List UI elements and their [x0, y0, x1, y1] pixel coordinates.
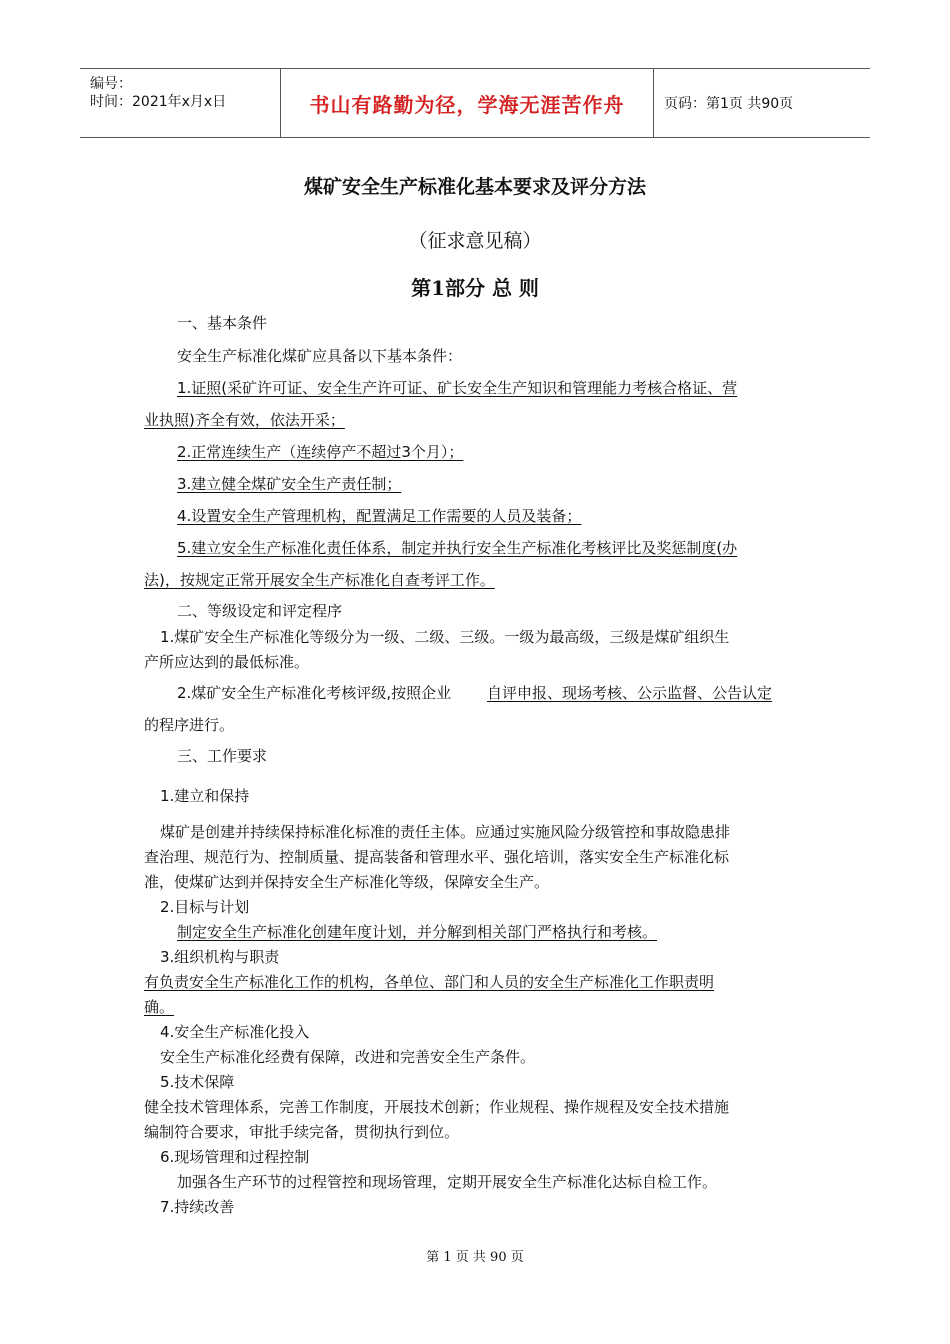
header-middle-cell: [281, 69, 654, 137]
condition-item: 2.正常连续生产（连续停产不超过3个月）；: [177, 443, 464, 461]
section-heading: 三、工作要求: [177, 747, 268, 765]
paragraph-line: 制定安全生产标准化创建年度计划，并分解到相关部门严格执行和考核。: [177, 923, 658, 941]
paragraph-line: 查治理、规范行为、控制质量、提高装备和管理水平、强化培训，落实安全生产标准化标: [144, 848, 730, 866]
condition-item: 5.建立安全生产标准化责任体系，制定并执行安全生产标准化考核评比及奖惩制度(办: [177, 539, 738, 557]
condition-item: 业执照)齐全有效，依法开采；: [144, 411, 345, 429]
motto: 书山有路勤为径，学海无涯苦作舟: [309, 93, 625, 117]
header-left-cell: [80, 69, 281, 137]
part-heading: 第1部分 总 则: [411, 276, 539, 300]
underlined-phrase: 自评申报、现场考核、公示监督、公告认定: [487, 684, 773, 702]
section-heading: 二、等级设定和评定程序: [177, 602, 343, 620]
condition-item: 法)，按规定正常开展安全生产标准化自查考评工作。: [144, 571, 495, 589]
subsection-heading: 4.安全生产标准化投入: [160, 1023, 310, 1041]
subsection-heading: 2.目标与计划: [160, 898, 250, 916]
paragraph-line: 的程序进行。: [144, 716, 235, 734]
condition-item: 4.设置安全生产管理机构，配置满足工作需要的人员及装备；: [177, 507, 582, 525]
header-right-cell: [654, 69, 870, 137]
subsection-heading: 1.建立和保持: [160, 787, 250, 805]
paragraph-line: 2.煤矿安全生产标准化考核评级,按照企业: [177, 684, 452, 702]
subsection-heading: 3.组织机构与职责: [160, 948, 280, 966]
document-subtitle: （征求意见稿）: [408, 230, 542, 252]
paragraph-line: 准，使煤矿达到并保持安全生产标准化等级，保障安全生产。: [144, 873, 550, 891]
paragraph-line: 煤矿是创建并持续保持标准化标准的责任主体。应通过实施风险分级管控和事故隐患排: [160, 823, 731, 841]
paragraph-line: 加强各生产环节的过程管控和现场管理，定期开展安全生产标准化达标自检工作。: [177, 1173, 718, 1191]
subsection-heading: 5.技术保障: [160, 1073, 235, 1091]
paragraph-line: 1.煤矿安全生产标准化等级分为一级、二级、三级。一级为最高级，三级是煤矿组织生: [160, 628, 730, 646]
page-footer: 第 1 页 共 90 页: [426, 1250, 524, 1265]
subsection-heading: 7.持续改善: [160, 1198, 235, 1216]
page-label: 页码：第1页 共90页: [664, 96, 794, 112]
paragraph-line: 产所应达到的最低标准。: [144, 653, 310, 671]
paragraph-line: 安全生产标准化经费有保障，改进和完善安全生产条件。: [160, 1048, 536, 1066]
section-heading: 一、基本条件: [177, 314, 268, 332]
condition-item: 1.证照(采矿许可证、安全生产许可证、矿长安全生产知识和管理能力考核合格证、营: [177, 379, 738, 397]
document-title: 煤矿安全生产标准化基本要求及评分方法: [303, 176, 646, 198]
header-table: [80, 68, 870, 138]
subsection-heading: 6.现场管理和过程控制: [160, 1148, 310, 1166]
paragraph-line: 编制符合要求，审批手续完备，贯彻执行到位。: [144, 1123, 460, 1141]
paragraph-line: 有负责安全生产标准化工作的机构，各单位、部门和人员的安全生产标准化工作职责明: [144, 973, 715, 991]
condition-item: 3.建立健全煤矿安全生产责任制；: [177, 475, 402, 493]
paragraph-line: 确。: [144, 998, 175, 1016]
paragraph-line: 健全技术管理体系，完善工作制度，开展技术创新；作业规程、操作规程及安全技术措施: [144, 1098, 730, 1116]
paragraph-line: 安全生产标准化煤矿应具备以下基本条件：: [177, 347, 463, 365]
code-label: 编号：: [90, 76, 132, 92]
time-label: 时间：2021年x月x日: [90, 94, 227, 110]
